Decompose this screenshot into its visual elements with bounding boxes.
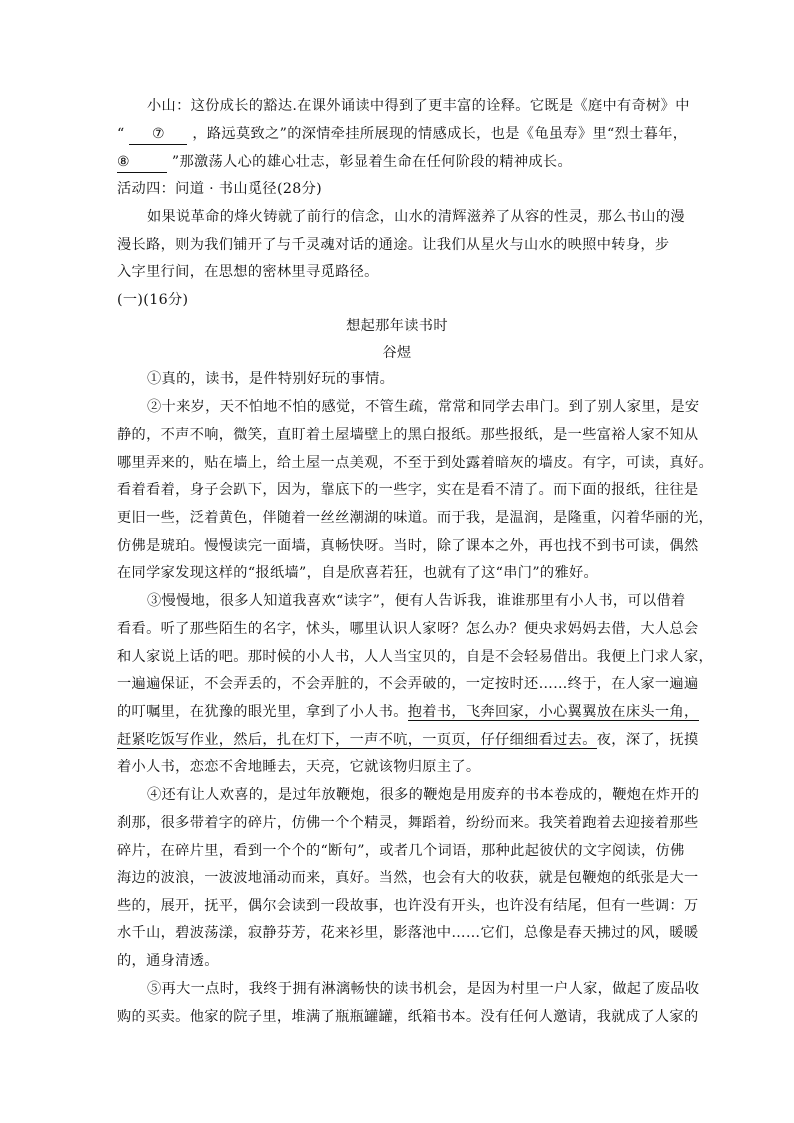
answer-blank-8[interactable]: ⑧ bbox=[117, 152, 167, 173]
activity-intro-line-3: 入字里行间，在思想的密林里寻觅路径。 bbox=[117, 264, 379, 280]
article-title: 想起那年读书时 bbox=[346, 318, 448, 334]
activity-intro-line-1: 如果说革命的烽火铸就了前行的信念，山水的清辉滋养了从容的性灵，那么书山的漫 bbox=[147, 209, 685, 225]
intro-line-2 bbox=[117, 124, 687, 145]
article-line: 静的，不声不响，微笑，直盯着土屋墙壁上的黑白报纸。那些报纸，是一些富裕人家不知从 bbox=[117, 427, 699, 443]
activity-intro-line-2: 漫长路，则为我们铺开了与千灵魂对话的通途。让我们从星火与山水的映照中转身，步 bbox=[117, 237, 670, 253]
article-line: 购的买卖。他家的院子里，堆满了瓶瓶罐罐，纸箱书本。没有任何人邀请，我就成了人家的 bbox=[117, 1009, 699, 1025]
article-line: 些的，展开，抚平，偶尔会读到一段故事，也许没有开头，也许没有结尾，但有一些调：万 bbox=[117, 898, 699, 914]
article-line: 碎片，在碎片里，看到一个个的“断句”，或者几个词语，那种此起彼伏的文字阅读，仿佛 bbox=[117, 843, 685, 859]
intro-line-3 bbox=[117, 152, 572, 173]
section-label: (一)(16分) bbox=[117, 292, 189, 308]
article-line: 哪里弄来的，贴在墙上，给土屋一点美观，不至于到处露着暗灰的墙皮。有字，可读，真好。 bbox=[117, 455, 714, 471]
article-line: 的，通身清透。 bbox=[117, 953, 219, 969]
underlined-passage: 抱着书，飞奔回家，小心翼翼放在床头一角， bbox=[407, 704, 699, 720]
article-line: 着小人书，恋恋不舍地睡去，天亮，它就该物归原主了。 bbox=[117, 759, 481, 775]
article-line: 海边的波浪，一波波地涌动而来，真好。当然，也会有大的收获，就是包鞭炮的纸张是大一 bbox=[117, 870, 699, 886]
article-line: ④还有让人欢喜的，是过年放鞭炮，很多的鞭炮是用废弃的书本卷成的，鞭炮在炸开的 bbox=[147, 787, 700, 803]
article-line: 在同学家发现这样的“报纸墙”，自是欣喜若狂，也就有了这“串门”的雅好。 bbox=[117, 565, 599, 581]
article-line: ⑤再大一点时，我终于拥有淋漓畅快的读书机会，是因为村里一户人家，做起了废品收 bbox=[147, 981, 700, 997]
intro-line-3-text: ”那激荡人心的雄心壮志，彰显着生命在任何阶段的精神成长。 bbox=[171, 154, 572, 170]
article-line: ②十来岁，天不怕地不怕的感觉，不管生疏，常常和同学去串门。到了别人家里，是安 bbox=[147, 399, 700, 415]
article-line-underlined-start bbox=[117, 702, 699, 722]
article-line: 更旧一些，泛着黄色，伴随着一丝丝潮湖的味道。而于我，是温润，是隆重，闪着华丽的光， bbox=[117, 510, 714, 526]
article-line-text: 的叮嘱里，在犹豫的眼光里，拿到了小人书。 bbox=[117, 704, 408, 720]
intro-line-1: 小山：这份成长的豁达.在课外诵读中得到了更丰富的诠释。它既是《庭中有奇树》中 bbox=[147, 98, 690, 114]
article-author: 谷煜 bbox=[382, 345, 412, 361]
article-line: 看着看着，身子会趴下，因为，靠底下的一些字，实在是看不清了。而下面的报纸，往往是 bbox=[117, 482, 699, 498]
article-line: 和人家说上话的吧。那时候的小人书，人人当宝贝的，自是不会轻易借出。我便上门求人家， bbox=[117, 649, 714, 665]
article-line: ①真的，读书，是件特别好玩的事情。 bbox=[147, 371, 395, 387]
article-line: 看看。听了那些陌生的名字，怵头，哪里认识人家呀？怎么办？便央求妈妈去借，大人总会 bbox=[117, 621, 699, 637]
article-line: 水千山，碧波荡漾，寂静芬芳，花来衫里，影落池中……它们，总像是春天拂过的风，暖暖 bbox=[117, 925, 699, 941]
article-line: 一遍遍保证，不会弄丢的，不会弄脏的，不会弄破的，一定按时还……终于，在人家一遍遍 bbox=[117, 676, 699, 692]
article-line-text: 夜，深了，抚摸 bbox=[596, 732, 699, 748]
article-line: ③慢慢地，很多人知道我喜欢“读字”，便有人告诉我，谁谁那里有小人书，可以借着 bbox=[147, 593, 686, 609]
article-line-underlined-end bbox=[117, 730, 699, 750]
intro-line-2-text: ，路远莫致之”的深情牵挂所展现的情感成长，也是《龟虽寿》里“烈士暮年， bbox=[192, 126, 688, 142]
quote-open: “ bbox=[117, 126, 125, 142]
activity-heading: 活动四：问道 · 书山觅径(28分) bbox=[117, 181, 323, 197]
article-line: 仿佛是琥珀。慢慢读完一面墙，真畅快呀。当时，除了课本之外，再也找不到书可读，偶然 bbox=[117, 538, 699, 554]
article-line: 刹那，很多带着字的碎片，仿佛一个个精灵，舞蹈着，纷纷而来。我笑着跑着去迎接着那些 bbox=[117, 815, 699, 831]
underlined-passage: 赶紧吃饭写作业，然后，扎在灯下，一声不吭，一页页，仔仔细细看过去。 bbox=[117, 732, 597, 748]
answer-blank-7[interactable]: ⑦ bbox=[129, 124, 187, 145]
